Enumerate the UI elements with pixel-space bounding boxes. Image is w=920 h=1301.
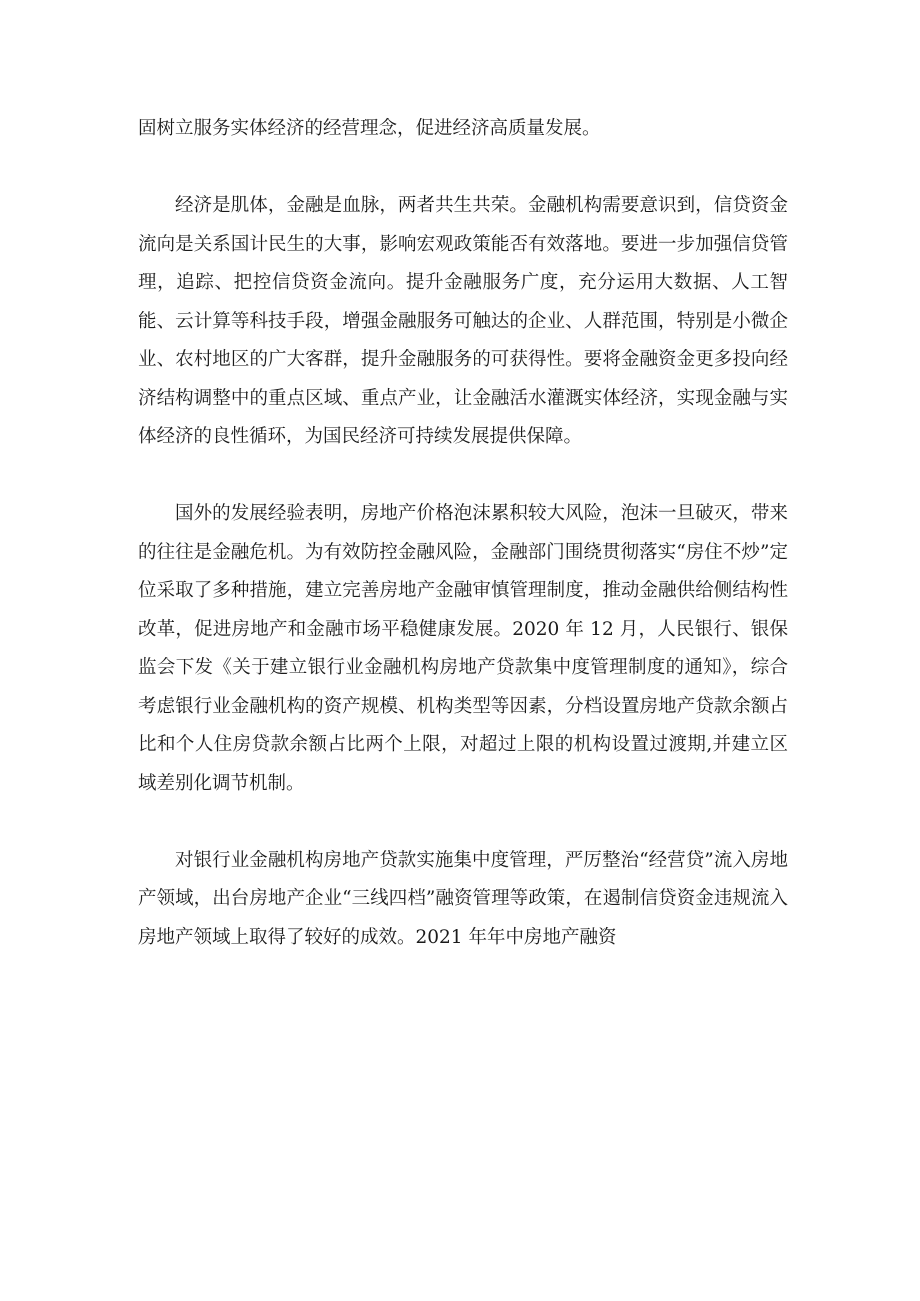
paragraph-continuation: 固树立服务实体经济的经营理念，促进经济高质量发展。 [138, 118, 601, 139]
paragraph-gap [138, 803, 788, 842]
document-body [138, 110, 788, 957]
paragraph-gap [138, 457, 788, 496]
paragraph-gap [138, 149, 788, 188]
paragraph-economy-finance: 经济是肌体，金融是血脉，两者共生共荣。金融机构需要意识到，信贷资金流向是关系国计民生的大事，影响宏观政策能否有效落地。要进一步加强信贷管理，追踪、把控信贷资金流向。提升金融服务广度，充分运用大数据、人工智能、云计算等科技手段，增强金融服务可触达的企业、人群范围，特别是小微企业、农村地区的广大客群，提升金融服务的可获得性。要将金融资金更多投向经济结构调整中的重点区域、重点产业，让金融活水灌溉实体经济，实现金融与实体经济的良性循环，为国民经济可持续发展提供保障。 [138, 195, 788, 447]
paragraph-real-estate-risk: 国外的发展经验表明，房地产价格泡沫累积较大风险，泡沫一旦破灭，带来的往往是金融危机。为有效防控金融风险，金融部门围绕贯彻落实“房住不炒”定位采取了多种措施，建立完善房地产金融审慎管理制度，推动金融供给侧结构性改革，促进房地产和金融市场平稳健康发展。2020 年 12 月，人民银行、银保监会下发《关于建立银行业金融机构房地产贷款集中度管理制度的通知》，综合考虑银行业金融机构的资产规模、机构类型等因素，分档设置房地产贷款余额占比和个人住房贷款余额占比两个上限，对超过上限的机构设置过渡期,并建立区域差别化调节机制。 [138, 503, 788, 794]
paragraph-concentration-management: 对银行业金融机构房地产贷款实施集中度管理，严厉整治“经营贷”流入房地产领域，出台房地产企业“三线四档”融资管理等政策，在遏制信贷资金违规流入房地产领域上取得了较好的成效。2021 年年中房地产融资 [138, 849, 788, 948]
